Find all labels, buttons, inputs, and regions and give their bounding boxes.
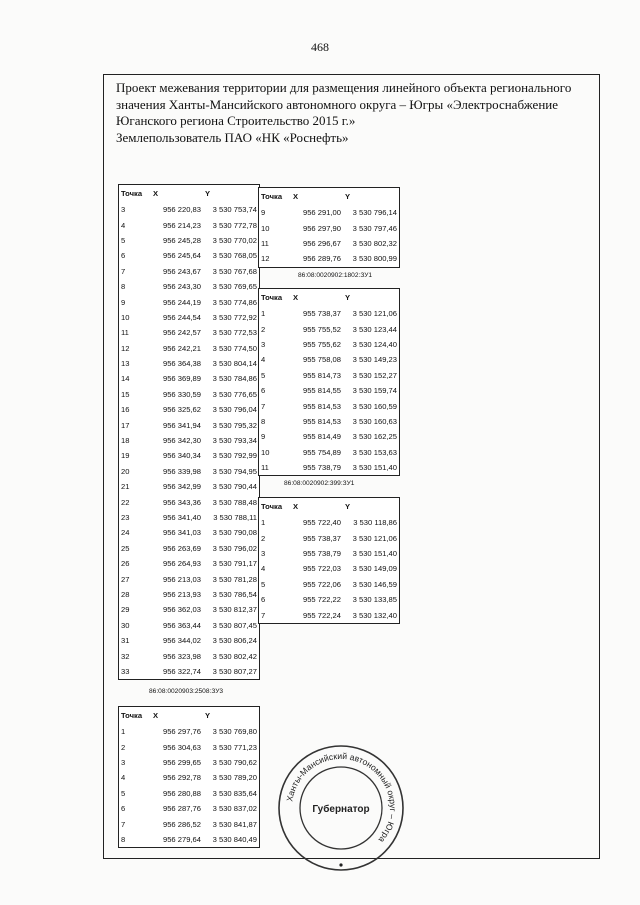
x-cell: 956 245,64 (162, 251, 201, 261)
x-cell: 956 363,44 (162, 620, 201, 630)
x-cell: 956 341,40 (162, 513, 201, 522)
point-cell: 1 (261, 309, 266, 319)
x-cell: 956 292,78 (162, 773, 201, 783)
point-cell: 15 (121, 389, 130, 399)
table-row (259, 592, 400, 607)
x-cell: 955 814,53 (302, 401, 341, 411)
y-cell: 3 530 802,42 (212, 651, 257, 661)
y-cell: 3 530 837,02 (212, 804, 257, 814)
table-row (259, 321, 400, 336)
table-row (259, 251, 400, 267)
y-cell: 3 530 800,99 (352, 254, 397, 264)
x-cell: 956 289,76 (302, 254, 341, 264)
point-cell: 14 (121, 374, 130, 384)
table-row (119, 755, 260, 770)
x-cell: 956 341,03 (162, 528, 201, 538)
x-cell: 956 297,76 (162, 727, 201, 737)
table-row (259, 205, 400, 220)
y-cell: 3 530 774,50 (212, 343, 257, 353)
x-cell: 956 362,03 (162, 605, 201, 615)
coords-table-3 (258, 288, 400, 476)
x-cell: 956 245,28 (162, 235, 201, 245)
point-cell: 10 (261, 223, 270, 233)
x-cell: 956 343,36 (162, 497, 201, 507)
x-cell: 956 242,21 (162, 343, 201, 353)
header-y: Y (345, 293, 351, 302)
table-header-row (259, 188, 400, 206)
y-cell: 3 530 784,86 (212, 374, 257, 384)
table-row (119, 341, 260, 356)
x-cell: 955 755,52 (302, 324, 341, 334)
y-cell: 3 530 788,48 (212, 497, 257, 507)
coords-table-1 (118, 184, 260, 680)
point-cell: 11 (121, 328, 129, 338)
x-cell: 955 758,08 (302, 355, 341, 365)
heading-line-3: Юганского региона Строительство 2015 г.» (116, 113, 356, 128)
y-cell: 3 530 121,06 (352, 309, 397, 319)
x-cell: 956 339,98 (162, 466, 201, 476)
point-cell: 5 (261, 579, 266, 589)
x-cell: 955 738,37 (302, 533, 341, 543)
header-x: X (153, 711, 159, 720)
x-cell: 955 722,22 (302, 595, 341, 605)
point-cell: 3 (121, 205, 126, 215)
table-row (259, 515, 400, 530)
point-cell: 2 (261, 324, 266, 334)
y-cell: 3 530 771,23 (212, 742, 257, 752)
table-row (119, 494, 260, 509)
x-cell: 956 322,74 (162, 666, 201, 676)
table-row (119, 233, 260, 248)
y-cell: 3 530 804,14 (212, 359, 257, 369)
y-cell: 3 530 160,63 (352, 416, 397, 426)
table-row (259, 368, 400, 383)
point-cell: 12 (261, 254, 270, 264)
point-cell: 23 (121, 513, 130, 522)
table-header-row (259, 498, 400, 516)
x-cell: 956 279,64 (162, 834, 201, 844)
y-cell: 3 530 152,27 (352, 370, 397, 380)
point-cell: 8 (121, 834, 126, 844)
table-row (119, 724, 260, 739)
point-cell: 4 (121, 220, 126, 230)
table-row (119, 770, 260, 785)
header-x: X (293, 293, 299, 302)
point-cell: 29 (121, 605, 130, 615)
y-cell: 3 530 767,68 (212, 266, 257, 276)
x-cell: 956 364,38 (162, 359, 201, 369)
table-row (119, 541, 260, 556)
y-cell: 3 530 835,64 (212, 788, 257, 798)
y-cell: 3 530 807,27 (212, 666, 257, 676)
x-cell: 955 738,79 (302, 548, 341, 558)
x-cell: 956 242,57 (162, 328, 201, 338)
point-cell: 11 (261, 463, 269, 473)
x-cell: 955 814,53 (302, 416, 341, 426)
table-row (259, 337, 400, 352)
y-cell: 3 530 790,62 (212, 757, 257, 767)
point-cell: 26 (121, 559, 130, 569)
table-row (119, 816, 260, 831)
plot-label-2508: 86:08:0020903:2508:ЗУ3 (149, 688, 224, 695)
y-cell: 3 530 124,40 (352, 339, 397, 349)
table-row (119, 786, 260, 801)
y-cell: 3 530 772,92 (212, 312, 257, 322)
table-row (119, 571, 260, 586)
y-cell: 3 530 151,40 (352, 463, 397, 473)
x-cell: 956 214,23 (162, 220, 201, 230)
seal-dot-icon (339, 863, 342, 866)
heading-line-2: значения Ханты-Мансийского автономного округа – Югры «Электроснабжение (116, 96, 559, 112)
x-cell: 956 342,99 (162, 482, 201, 492)
table-row (119, 294, 260, 309)
table-row (119, 387, 260, 402)
point-cell: 18 (121, 436, 130, 446)
coords-table-4 (258, 497, 400, 624)
x-cell: 956 323,98 (162, 651, 201, 661)
y-cell: 3 530 123,44 (352, 324, 397, 334)
y-cell: 3 530 790,44 (212, 482, 257, 492)
table-row (119, 248, 260, 263)
x-cell: 955 814,49 (302, 432, 341, 442)
table-row (119, 525, 260, 540)
point-cell: 28 (121, 589, 130, 599)
point-cell: 5 (121, 235, 126, 245)
table-row (119, 371, 260, 386)
table-row (119, 633, 260, 648)
document-heading (116, 80, 586, 146)
header-y: Y (205, 189, 211, 198)
point-cell: 21 (121, 482, 130, 492)
table-header-row (119, 185, 260, 203)
table-row (119, 356, 260, 371)
governor-seal (275, 742, 407, 874)
y-cell: 3 530 753,74 (212, 205, 257, 215)
table-row (119, 739, 260, 754)
point-cell: 13 (121, 359, 130, 369)
y-cell: 3 530 132,40 (352, 610, 397, 620)
y-cell: 3 530 149,23 (352, 355, 397, 365)
y-cell: 3 530 769,80 (212, 727, 257, 737)
y-cell: 3 530 806,24 (212, 636, 257, 646)
header-point: Точка (121, 189, 143, 198)
x-cell: 956 369,89 (162, 374, 201, 384)
header-point: Точка (121, 711, 143, 720)
plot-label-399: 86:08:0020902:399:ЗУ1 (284, 480, 355, 487)
y-cell: 3 530 769,65 (212, 282, 257, 292)
table-header-row (119, 707, 260, 725)
table-row (119, 664, 260, 680)
table-row (259, 445, 400, 460)
coords-table-5 (118, 706, 260, 848)
header-point: Точка (261, 192, 283, 201)
point-cell: 7 (261, 401, 266, 411)
y-cell: 3 530 770,02 (212, 235, 257, 245)
y-cell: 3 530 802,32 (352, 238, 397, 248)
y-cell: 3 530 151,40 (352, 548, 397, 558)
table-row (119, 325, 260, 340)
table-row (119, 618, 260, 633)
x-cell: 956 244,54 (162, 312, 201, 322)
point-cell: 7 (121, 819, 126, 829)
header-y: Y (345, 502, 351, 511)
y-cell: 3 530 792,99 (212, 451, 257, 461)
table-row (259, 398, 400, 413)
seal-ring-text: Ханты-Мансийский автономный округ – Югра (284, 750, 399, 845)
x-cell: 955 722,24 (302, 610, 341, 620)
x-cell: 956 286,52 (162, 819, 201, 829)
y-cell: 3 530 791,17 (212, 559, 257, 569)
point-cell: 9 (261, 208, 266, 218)
y-cell: 3 530 796,04 (212, 405, 257, 415)
table-row (119, 310, 260, 325)
point-cell: 5 (121, 788, 126, 798)
table-row (259, 383, 400, 398)
point-cell: 19 (121, 451, 130, 461)
x-cell: 956 263,69 (162, 543, 201, 553)
header-x: X (293, 192, 299, 201)
x-cell: 955 722,40 (302, 518, 341, 528)
header-x: X (293, 502, 299, 511)
x-cell: 956 341,94 (162, 420, 201, 430)
plot-label-1802: 86:08:0020902:1802:ЗУ1 (298, 272, 373, 279)
y-cell: 3 530 772,78 (212, 220, 257, 230)
y-cell: 3 530 774,86 (212, 297, 257, 307)
y-cell: 3 530 841,87 (212, 819, 257, 829)
point-cell: 10 (121, 312, 130, 322)
table-row (259, 546, 400, 561)
x-cell: 956 299,65 (162, 757, 201, 767)
y-cell: 3 530 118,86 (353, 518, 397, 528)
point-cell: 9 (261, 432, 266, 442)
x-cell: 956 340,34 (162, 451, 201, 461)
x-cell: 956 342,30 (162, 436, 201, 446)
point-cell: 3 (121, 757, 126, 767)
point-cell: 16 (121, 405, 130, 415)
y-cell: 3 530 797,46 (352, 223, 397, 233)
x-cell: 955 722,03 (302, 564, 341, 574)
x-cell: 956 244,19 (162, 297, 201, 307)
x-cell: 955 754,89 (302, 447, 341, 457)
point-cell: 12 (121, 343, 130, 353)
page-number: 468 (311, 40, 329, 54)
table-row (259, 429, 400, 444)
point-cell: 25 (121, 543, 130, 553)
table-row (259, 561, 400, 576)
table-row (259, 414, 400, 429)
point-cell: 10 (261, 447, 270, 457)
table-row (119, 602, 260, 617)
point-cell: 6 (121, 804, 126, 814)
seal-center-text: Губернатор (312, 804, 370, 815)
table-row (119, 587, 260, 602)
table-row (119, 510, 260, 525)
x-cell: 956 243,67 (162, 266, 201, 276)
point-cell: 27 (121, 574, 130, 584)
y-cell: 3 530 840,49 (212, 834, 257, 844)
table-row (119, 556, 260, 571)
x-cell: 955 738,79 (302, 463, 341, 473)
x-cell: 956 296,67 (302, 238, 341, 248)
point-cell: 6 (121, 251, 126, 261)
point-cell: 7 (261, 610, 266, 620)
header-x: X (153, 189, 159, 198)
x-cell: 956 213,93 (162, 589, 201, 599)
y-cell: 3 530 812,37 (212, 605, 257, 615)
y-cell: 3 530 796,02 (212, 543, 257, 553)
header-point: Точка (261, 502, 283, 511)
x-cell: 956 213,03 (162, 574, 201, 584)
table-row (119, 832, 260, 848)
point-cell: 22 (121, 497, 130, 507)
table-row (259, 352, 400, 367)
table-row (119, 202, 260, 217)
x-cell: 956 220,83 (162, 205, 201, 215)
y-cell: 3 530 149,09 (352, 564, 397, 574)
table-row (119, 279, 260, 294)
point-cell: 2 (121, 742, 126, 752)
y-cell: 3 530 133,85 (352, 595, 397, 605)
heading-line-1: Проект межевания территории для размещения линейного объекта регионального (116, 80, 572, 95)
point-cell: 7 (121, 266, 126, 276)
y-cell: 3 530 162,25 (352, 432, 397, 442)
point-cell: 6 (261, 386, 266, 396)
point-cell: 24 (121, 528, 130, 538)
point-cell: 8 (121, 282, 126, 292)
table-row (119, 433, 260, 448)
y-cell: 3 530 772,53 (212, 328, 257, 338)
point-cell: 8 (261, 416, 266, 426)
point-cell: 1 (261, 518, 266, 528)
y-cell: 3 530 786,54 (212, 589, 257, 599)
y-cell: 3 530 793,34 (212, 436, 257, 446)
table-row (259, 236, 400, 251)
x-cell: 956 297,90 (302, 223, 341, 233)
point-cell: 32 (121, 651, 130, 661)
x-cell: 956 330,59 (162, 389, 201, 399)
point-cell: 20 (121, 466, 130, 476)
point-cell: 31 (121, 636, 130, 646)
y-cell: 3 530 807,45 (212, 620, 257, 630)
table-row (119, 479, 260, 494)
table-row (259, 577, 400, 592)
x-cell: 956 280,88 (162, 788, 201, 798)
x-cell: 956 304,63 (162, 742, 201, 752)
point-cell: 9 (121, 297, 126, 307)
x-cell: 955 814,55 (302, 386, 341, 396)
table-row (259, 220, 400, 235)
x-cell: 956 243,30 (162, 282, 201, 292)
point-cell: 6 (261, 595, 266, 605)
table-row (119, 448, 260, 463)
y-cell: 3 530 121,06 (352, 533, 397, 543)
point-cell: 11 (261, 238, 269, 248)
x-cell: 955 738,37 (302, 309, 341, 319)
point-cell: 4 (261, 564, 266, 574)
x-cell: 956 291,00 (302, 208, 341, 218)
x-cell: 955 755,62 (302, 339, 341, 349)
y-cell: 3 530 794,95 (212, 466, 257, 476)
y-cell: 3 530 781,28 (212, 574, 257, 584)
table-row (119, 402, 260, 417)
point-cell: 17 (121, 420, 130, 430)
y-cell: 3 530 146,59 (352, 579, 397, 589)
y-cell: 3 530 788,11 (213, 513, 257, 522)
header-point: Точка (261, 293, 283, 302)
x-cell: 956 287,76 (162, 804, 201, 814)
x-cell: 956 344,02 (162, 636, 201, 646)
table-row (259, 530, 400, 545)
table-row (119, 464, 260, 479)
table-header-row (259, 289, 400, 307)
y-cell: 3 530 789,20 (212, 773, 257, 783)
y-cell: 3 530 776,65 (212, 389, 257, 399)
point-cell: 4 (121, 773, 126, 783)
table-row (119, 801, 260, 816)
table-row (259, 460, 400, 476)
point-cell: 3 (261, 339, 266, 349)
table-row (119, 264, 260, 279)
table-row (259, 607, 400, 623)
x-cell: 955 722,06 (302, 579, 341, 589)
y-cell: 3 530 790,08 (212, 528, 257, 538)
y-cell: 3 530 160,59 (352, 401, 397, 411)
y-cell: 3 530 795,32 (212, 420, 257, 430)
x-cell: 955 814,73 (302, 370, 341, 380)
header-y: Y (345, 192, 351, 201)
point-cell: 5 (261, 370, 266, 380)
table-row (119, 648, 260, 663)
point-cell: 4 (261, 355, 266, 365)
header-y: Y (205, 711, 211, 720)
y-cell: 3 530 768,05 (212, 251, 257, 261)
y-cell: 3 530 159,74 (352, 386, 397, 396)
point-cell: 33 (121, 666, 130, 676)
x-cell: 956 325,62 (162, 405, 201, 415)
table-row (119, 417, 260, 432)
table-row (119, 217, 260, 232)
heading-line-4: Землепользователь ПАО «НК «Роснефть» (116, 129, 349, 145)
coords-table-2 (258, 187, 400, 268)
point-cell: 3 (261, 548, 266, 558)
y-cell: 3 530 153,63 (352, 447, 397, 457)
point-cell: 1 (121, 727, 126, 737)
point-cell: 30 (121, 620, 130, 630)
point-cell: 2 (261, 533, 266, 543)
table-row (259, 306, 400, 321)
y-cell: 3 530 796,14 (352, 208, 397, 218)
x-cell: 956 264,93 (162, 559, 201, 569)
